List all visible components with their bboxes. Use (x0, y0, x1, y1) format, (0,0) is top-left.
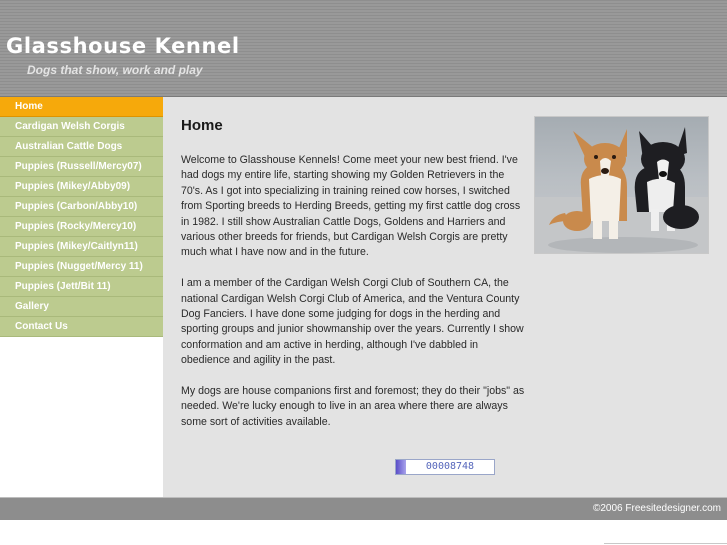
paragraph: My dogs are house companions first and foremost; they do their "jobs" as needed. We're lucky enough to live in an area where there are always some sort of activities available. (181, 385, 525, 428)
visitor-counter (395, 459, 495, 475)
footer-divider (604, 543, 727, 544)
site-footer (0, 497, 727, 520)
footer-copyright[interactable]: ©2006 Freesitedesigner.com (593, 503, 721, 514)
sidebar-nav (0, 97, 163, 497)
corgi-dogs-illustration (535, 117, 709, 254)
paragraph: Welcome to Glasshouse Kennels! Come meet your new best friend. I've had dogs my entire life, starting showing my Golden Retrievers in the 70's. As I got into specializing in training reined cow horses, I switched from Sporting breeds to Herding Breeds, getting my first cattle dog cross in 1982. I still show Australian Cattle Dogs, Goldens and Harriers and various other breeds for friends, but Cardigan Welsh Corgis are pretty much what I have now and in the future. (181, 154, 521, 259)
page-title: Home (181, 117, 223, 134)
nav-item-puppies-rocky-mercy10[interactable]: Puppies (Rocky/Mercy10) (0, 217, 163, 237)
nav-item-contact-us[interactable]: Contact Us (0, 317, 163, 337)
site-tagline: Dogs that show, work and play (27, 63, 203, 77)
nav-item-cardigan-welsh-corgis[interactable]: Cardigan Welsh Corgis (0, 117, 163, 137)
corgi-photo (534, 116, 709, 254)
nav-item-puppies-carbon-abby10[interactable]: Puppies (Carbon/Abby10) (0, 197, 163, 217)
nav-item-puppies-mikey-caitlyn11[interactable]: Puppies (Mikey/Caitlyn11) (0, 237, 163, 257)
site-title: Glasshouse Kennel (6, 34, 240, 58)
nav-item-puppies-nugget-mercy11[interactable]: Puppies (Nugget/Mercy 11) (0, 257, 163, 277)
nav-item-puppies-russell-mercy07[interactable]: Puppies (Russell/Mercy07) (0, 157, 163, 177)
nav-item-puppies-mikey-abby09[interactable]: Puppies (Mikey/Abby09) (0, 177, 163, 197)
counter-value: 00008748 (425, 461, 475, 472)
site-header (0, 0, 727, 97)
counter-bar (396, 460, 406, 474)
nav-item-puppies-jett-bit11[interactable]: Puppies (Jett/Bit 11) (0, 277, 163, 297)
nav-item-australian-cattle-dogs[interactable]: Australian Cattle Dogs (0, 137, 163, 157)
intro-text (181, 153, 529, 446)
paragraph: I am a member of the Cardigan Welsh Corgi Club of Southern CA, the national Cardigan Welsh Corgi Club of America, and the Ventura County Dog Fanciers. I have done some judging for dogs in the herding and sporting groups and junior showmanship over the years. Currently I show conformation and am active in herding, although I've dabbled in obedience and agility in the past. (181, 277, 524, 367)
nav-item-home[interactable]: Home (0, 97, 163, 117)
nav-item-gallery[interactable]: Gallery (0, 297, 163, 317)
main-content (163, 97, 727, 497)
